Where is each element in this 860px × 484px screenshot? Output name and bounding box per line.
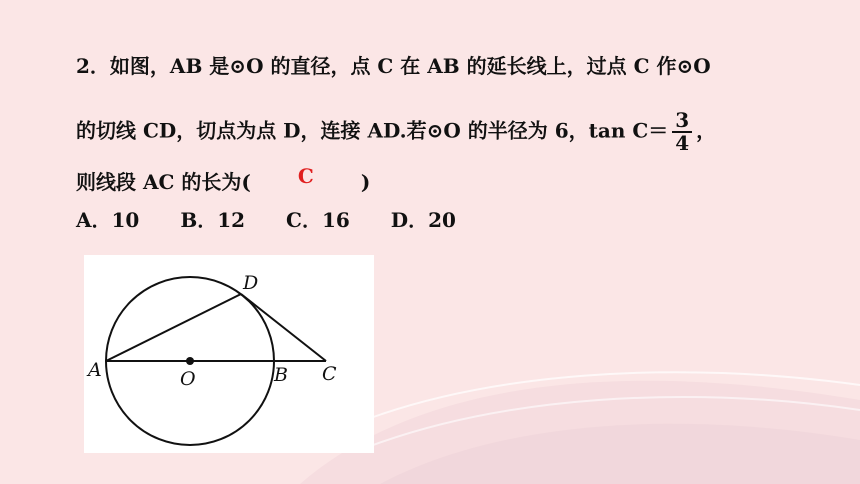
question-line-1 — [76, 50, 711, 79]
answer-text: C — [297, 164, 314, 188]
question-text-2: 的切线 CD，切点为点 D，连接 AD.若⊙O 的半径为 6，tan C＝ — [76, 118, 669, 143]
question-line-3 — [76, 166, 370, 195]
question-number: 2． — [76, 54, 110, 78]
question-text-3: 则线段 AC 的长为( — [76, 170, 251, 194]
label-d: D — [243, 272, 259, 294]
option-d: D．20 — [390, 208, 456, 232]
question-text-1: 如图，AB 是⊙O 的直径，点 C 在 AB 的延长线上，过点 C 作⊙O — [109, 54, 711, 78]
line-dc — [241, 294, 326, 361]
fraction — [672, 110, 692, 154]
option-b: B．12 — [180, 208, 246, 232]
label-o: O — [180, 368, 196, 390]
option-c: C．16 — [286, 208, 350, 232]
label-b: B — [274, 364, 288, 386]
option-a: A．10 — [76, 208, 140, 232]
question-text-3-end: ) — [360, 170, 371, 194]
question-line-2 — [76, 110, 716, 154]
fraction-denominator: 4 — [675, 131, 690, 155]
label-a: A — [88, 359, 102, 381]
question-text-2-end: ， — [696, 118, 717, 143]
line-ad — [106, 294, 241, 361]
center-point — [186, 357, 194, 365]
geometry-svg — [84, 255, 374, 453]
geometry-figure — [84, 255, 374, 453]
fraction-numerator: 3 — [672, 110, 692, 133]
label-c: C — [322, 363, 337, 385]
options-row — [76, 204, 490, 233]
